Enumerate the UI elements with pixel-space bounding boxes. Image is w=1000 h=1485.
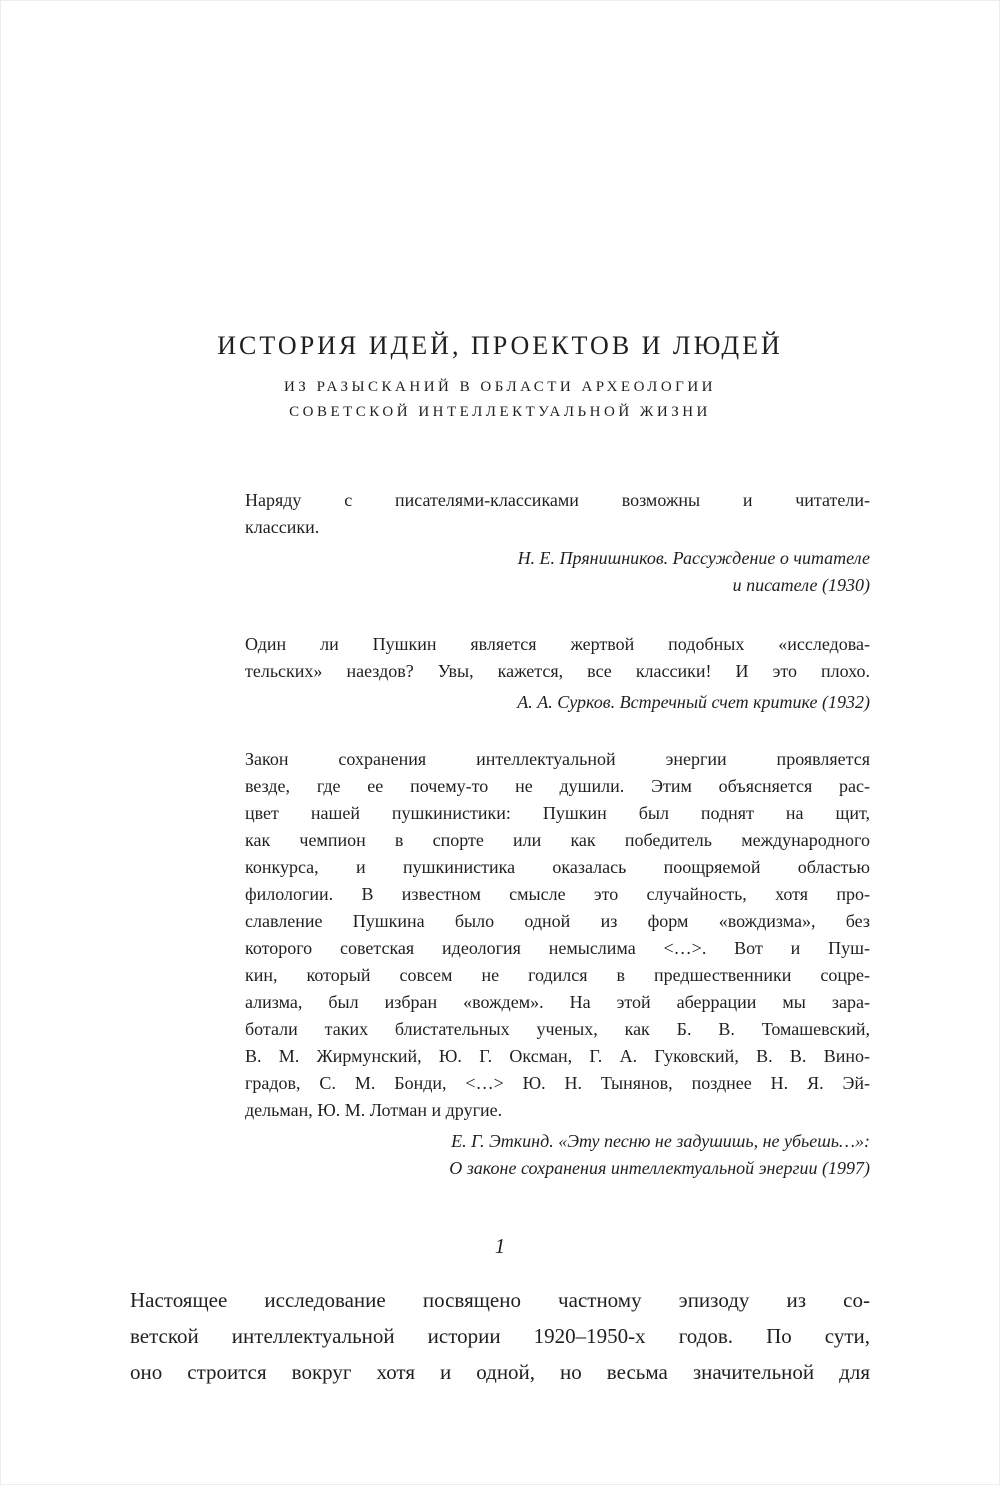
epigraph-1 (245, 487, 870, 599)
chapter-title: ИСТОРИЯ ИДЕЙ, ПРОЕКТОВ И ЛЮДЕЙ (217, 331, 783, 360)
text-line: оно строится вокруг хотя и одной, но весьма значительной для (130, 1360, 870, 1384)
section-number: 1 (494, 1234, 506, 1258)
text-line: филологии. В известном смысле это случайность, хотя про- (245, 884, 870, 904)
chapter-subtitle-line-2: СОВЕТСКОЙ ИНТЕЛЛЕКТУАЛЬНОЙ ЖИЗНИ (289, 404, 711, 420)
text-line: и писателе (1930) (732, 575, 870, 595)
epigraph-3-quote (245, 746, 870, 1124)
text-line: ветской интеллектуальной истории 1920–1950-х годов. По сути, (130, 1324, 870, 1348)
text-line: А. А. Сурков. Встречный счет критике (1932) (517, 692, 870, 712)
text-line: славление Пушкина было одной из форм «вождизма», без (245, 911, 870, 931)
epigraph-1-quote (245, 487, 870, 541)
text-line: ботали таких блистательных ученых, как Б. В. Томашевский, (245, 1019, 870, 1039)
text-line: везде, где ее почему-то не душили. Этим объясняется рас- (245, 776, 870, 796)
epigraph-3-attribution (245, 1128, 870, 1182)
text-line: цвет нашей пушкинистики: Пушкин был поднят на щит, (245, 803, 870, 823)
text-line: которого советская идеология немыслима <…>. Вот и Пуш- (245, 938, 870, 958)
epigraph-3 (245, 746, 870, 1182)
text-line: Закон сохранения интеллектуальной энергии проявляется (245, 749, 870, 769)
text-line: конкурса, и пушкинистика оказалась поощряемой областью (245, 857, 870, 877)
chapter-subtitle (130, 375, 870, 425)
epigraph-1-attribution (245, 545, 870, 599)
text-line: Один ли Пушкин является жертвой подобных «исследова- (245, 634, 870, 654)
text-line: Настоящее исследование посвящено частному эпизоду из со- (130, 1288, 870, 1312)
text-line: дельман, Ю. М. Лотман и другие. (245, 1100, 503, 1120)
text-line: Наряду с писателями-классиками возможны и читатели- (245, 490, 870, 510)
text-line: В. М. Жирмунский, Ю. Г. Оксман, Г. А. Гуковский, В. В. Вино- (245, 1046, 870, 1066)
text-line: тельских» наездов? Увы, кажется, все классики! И это плохо. (245, 661, 870, 681)
page-content (130, 0, 870, 1390)
epigraph-2 (245, 631, 870, 716)
text-line: ализма, был избран «вождем». На этой аберрации мы зара- (245, 992, 870, 1012)
epigraph-2-quote (245, 631, 870, 685)
text-line: классики. (245, 517, 320, 537)
text-line: Е. Г. Эткинд. «Эту песню не задушишь, не убьешь…»: (451, 1131, 870, 1151)
text-line: кин, который совсем не годился в предшественники соцре- (245, 965, 870, 985)
body-paragraph (130, 1282, 870, 1390)
text-line: О законе сохранения интеллектуальной энергии (1997) (449, 1158, 870, 1178)
text-line: градов, С. М. Бонди, <…> Ю. Н. Тынянов, позднее Н. Я. Эй- (245, 1073, 870, 1093)
chapter-subtitle-line-1: ИЗ РАЗЫСКАНИЙ В ОБЛАСТИ АРХЕОЛОГИИ (283, 379, 717, 395)
epigraph-2-attribution (245, 689, 870, 716)
text-line: Н. Е. Прянишников. Рассуждение о читателе (517, 548, 870, 568)
text-line: как чемпион в спорте или как победитель международного (245, 830, 870, 850)
